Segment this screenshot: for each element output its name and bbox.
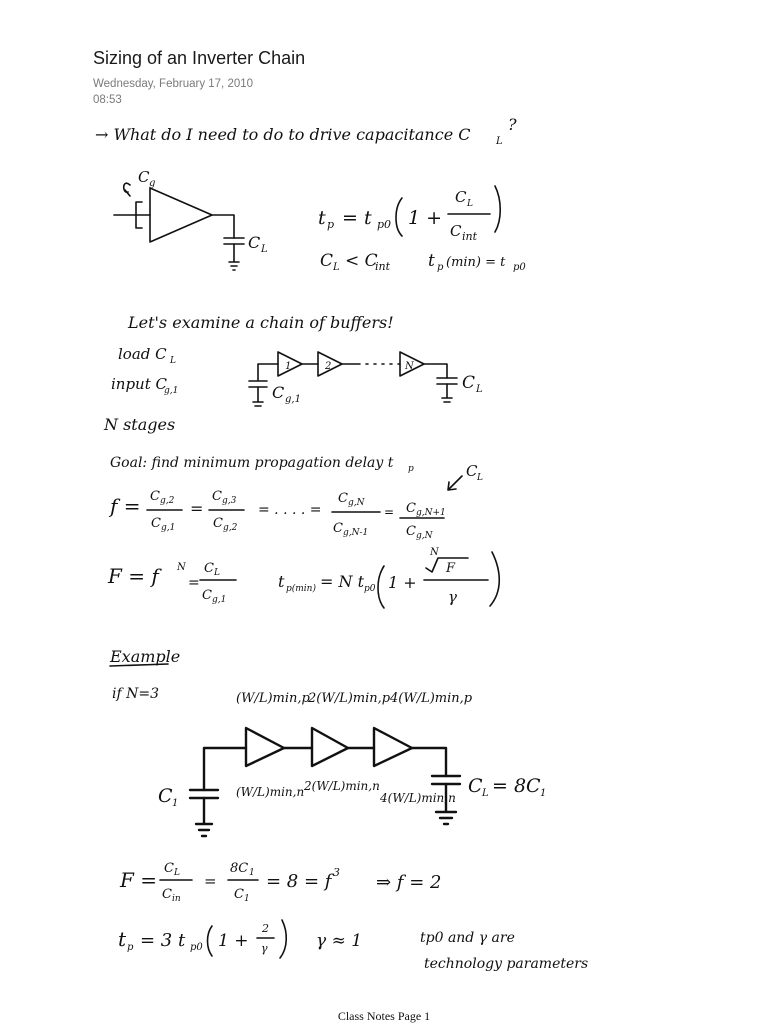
n-stages-text: N stages (104, 415, 176, 434)
svg-text:C: C (248, 233, 261, 252)
size-top-3: 4(W/L)min,p (390, 691, 473, 706)
svg-text:C: C (150, 489, 160, 504)
input-text: input C (111, 375, 167, 393)
page-title: Sizing of an Inverter Chain (93, 48, 306, 68)
f-eq-text: f = (110, 494, 141, 518)
tp-final-text: t (118, 927, 127, 951)
svg-text:= t: = t (342, 207, 372, 229)
svg-text:=: = (204, 872, 217, 890)
svg-text:C: C (164, 861, 174, 876)
svg-text:1: 1 (540, 788, 547, 799)
svg-text:C: C (462, 373, 476, 393)
note-time: 08:53 (93, 94, 122, 106)
svg-text:F: F (446, 561, 456, 576)
svg-text:in: in (172, 894, 181, 904)
svg-text:C: C (450, 222, 462, 240)
svg-text:8C: 8C (230, 861, 249, 876)
svg-text:C: C (213, 516, 223, 531)
goal-text: Goal: find minimum propagation delay t (110, 455, 394, 471)
svg-text:p0: p0 (513, 262, 526, 273)
svg-text:C: C (234, 887, 244, 902)
svg-text:1: 1 (244, 894, 250, 904)
svg-text:C: C (204, 561, 214, 576)
svg-text:p0: p0 (377, 218, 392, 231)
svg-text:g,N: g,N (348, 498, 365, 508)
svg-text:C: C (338, 491, 348, 506)
svg-text:L: L (333, 262, 340, 273)
svg-text:N: N (177, 562, 186, 573)
size-top-2: 2(W/L)min,p (308, 691, 391, 706)
svg-text:p: p (437, 262, 444, 273)
svg-text:C: C (202, 588, 212, 603)
tpmin-text: t (428, 251, 435, 271)
svg-text:L: L (467, 199, 473, 209)
size-top-1: (W/L)min,p (236, 691, 310, 706)
example-text: Example (110, 647, 181, 666)
svg-text:(min) = t: (min) = t (446, 255, 506, 270)
size-bottom-1: (W/L)min,n (236, 785, 305, 799)
svg-text:1 +: 1 + (408, 207, 443, 229)
svg-text:C: C (466, 462, 478, 480)
cl-8c1-text: C (468, 775, 483, 797)
svg-text:=: = (384, 505, 395, 519)
svg-text:L: L (261, 244, 268, 255)
F-result-text: F = (120, 868, 157, 892)
examine-text: Let's examine a chain of buffers! (128, 313, 394, 332)
svg-text:p0: p0 (190, 942, 203, 953)
svg-text:g,3: g,3 (222, 496, 237, 506)
svg-text:C: C (455, 188, 467, 206)
svg-text:p0: p0 (364, 584, 376, 594)
svg-text:1 +: 1 + (218, 931, 249, 951)
svg-text:=: = (190, 499, 204, 518)
load-text: load C (118, 345, 167, 363)
svg-text:= 3 t: = 3 t (140, 930, 186, 951)
tp-min-eq-text: t (278, 572, 285, 591)
svg-text:g,1: g,1 (161, 523, 176, 533)
svg-text:N: N (430, 547, 439, 558)
svg-text:?: ? (508, 115, 517, 134)
note-line-2: technology parameters (424, 956, 589, 972)
svg-text:C: C (272, 383, 285, 402)
svg-text:int: int (375, 260, 391, 273)
svg-text:p(min): p(min) (286, 584, 316, 594)
inverter-symbol-1 (114, 183, 244, 270)
svg-text:γ: γ (448, 588, 457, 606)
svg-text:g,2: g,2 (160, 496, 175, 506)
svg-text:2: 2 (262, 922, 269, 935)
svg-text:g,N-1: g,N-1 (343, 528, 369, 538)
size-bottom-3: 4(W/L)min,n (380, 791, 456, 805)
svg-text:C: C (212, 489, 222, 504)
c1-text: C (158, 785, 173, 807)
svg-text:C: C (406, 501, 416, 516)
svg-text:g,1: g,1 (164, 386, 179, 396)
page-footer: Class Notes Page 1 (337, 1009, 431, 1023)
svg-text:1: 1 (172, 798, 179, 809)
svg-text:= . . . . =: = . . . . = (258, 502, 322, 518)
svg-text:< C: < C (345, 251, 378, 271)
tp-equation-lhs: t (318, 207, 326, 229)
question-text: → What do I need to do to drive capacitance C (95, 125, 471, 144)
svg-text:L: L (174, 868, 180, 878)
svg-text:= 8C: = 8C (492, 775, 541, 797)
svg-text:N: N (405, 361, 414, 372)
svg-text:1: 1 (285, 361, 292, 372)
svg-text:L: L (496, 136, 503, 147)
svg-text:L: L (476, 384, 483, 395)
svg-text:3: 3 (333, 866, 340, 879)
svg-text:g: g (149, 178, 156, 189)
svg-text:C: C (406, 524, 416, 539)
cl-cint-text: C (320, 251, 334, 271)
svg-text:g,N+1: g,N+1 (416, 508, 446, 518)
svg-text:g,1: g,1 (212, 595, 227, 605)
svg-text:g,2: g,2 (223, 523, 238, 533)
size-bottom-2: 2(W/L)min,n (304, 779, 380, 793)
svg-text:g,1: g,1 (285, 394, 301, 405)
gamma-text: γ ≈ 1 (316, 931, 363, 951)
svg-text:p: p (327, 218, 335, 231)
svg-text:1: 1 (249, 868, 255, 878)
svg-text:int: int (462, 230, 478, 243)
svg-text:g,N: g,N (416, 531, 433, 541)
svg-text:=: = (188, 575, 200, 591)
note-date: Wednesday, February 17, 2010 (93, 78, 254, 90)
svg-text:γ: γ (261, 942, 268, 955)
svg-text:p: p (127, 942, 134, 953)
F-eq-text: F = f (108, 564, 159, 588)
note-line-1: tp0 and γ are (420, 930, 515, 946)
svg-text:L: L (477, 473, 483, 483)
svg-text:L: L (482, 788, 489, 799)
svg-text:C: C (151, 516, 161, 531)
if-n-text: if N=3 (112, 686, 159, 702)
svg-text:C: C (162, 887, 172, 902)
svg-text:p: p (408, 464, 414, 474)
svg-text:C: C (333, 521, 343, 536)
f-result-text: ⇒ f = 2 (376, 872, 442, 893)
svg-text:= N t: = N t (320, 572, 365, 591)
svg-text:2: 2 (325, 361, 332, 372)
svg-text:C: C (138, 168, 150, 186)
svg-text:L: L (214, 568, 220, 578)
svg-text:L: L (170, 356, 176, 366)
svg-text:1 +: 1 + (388, 573, 417, 592)
svg-text:= 8 = f: = 8 = f (266, 871, 332, 892)
